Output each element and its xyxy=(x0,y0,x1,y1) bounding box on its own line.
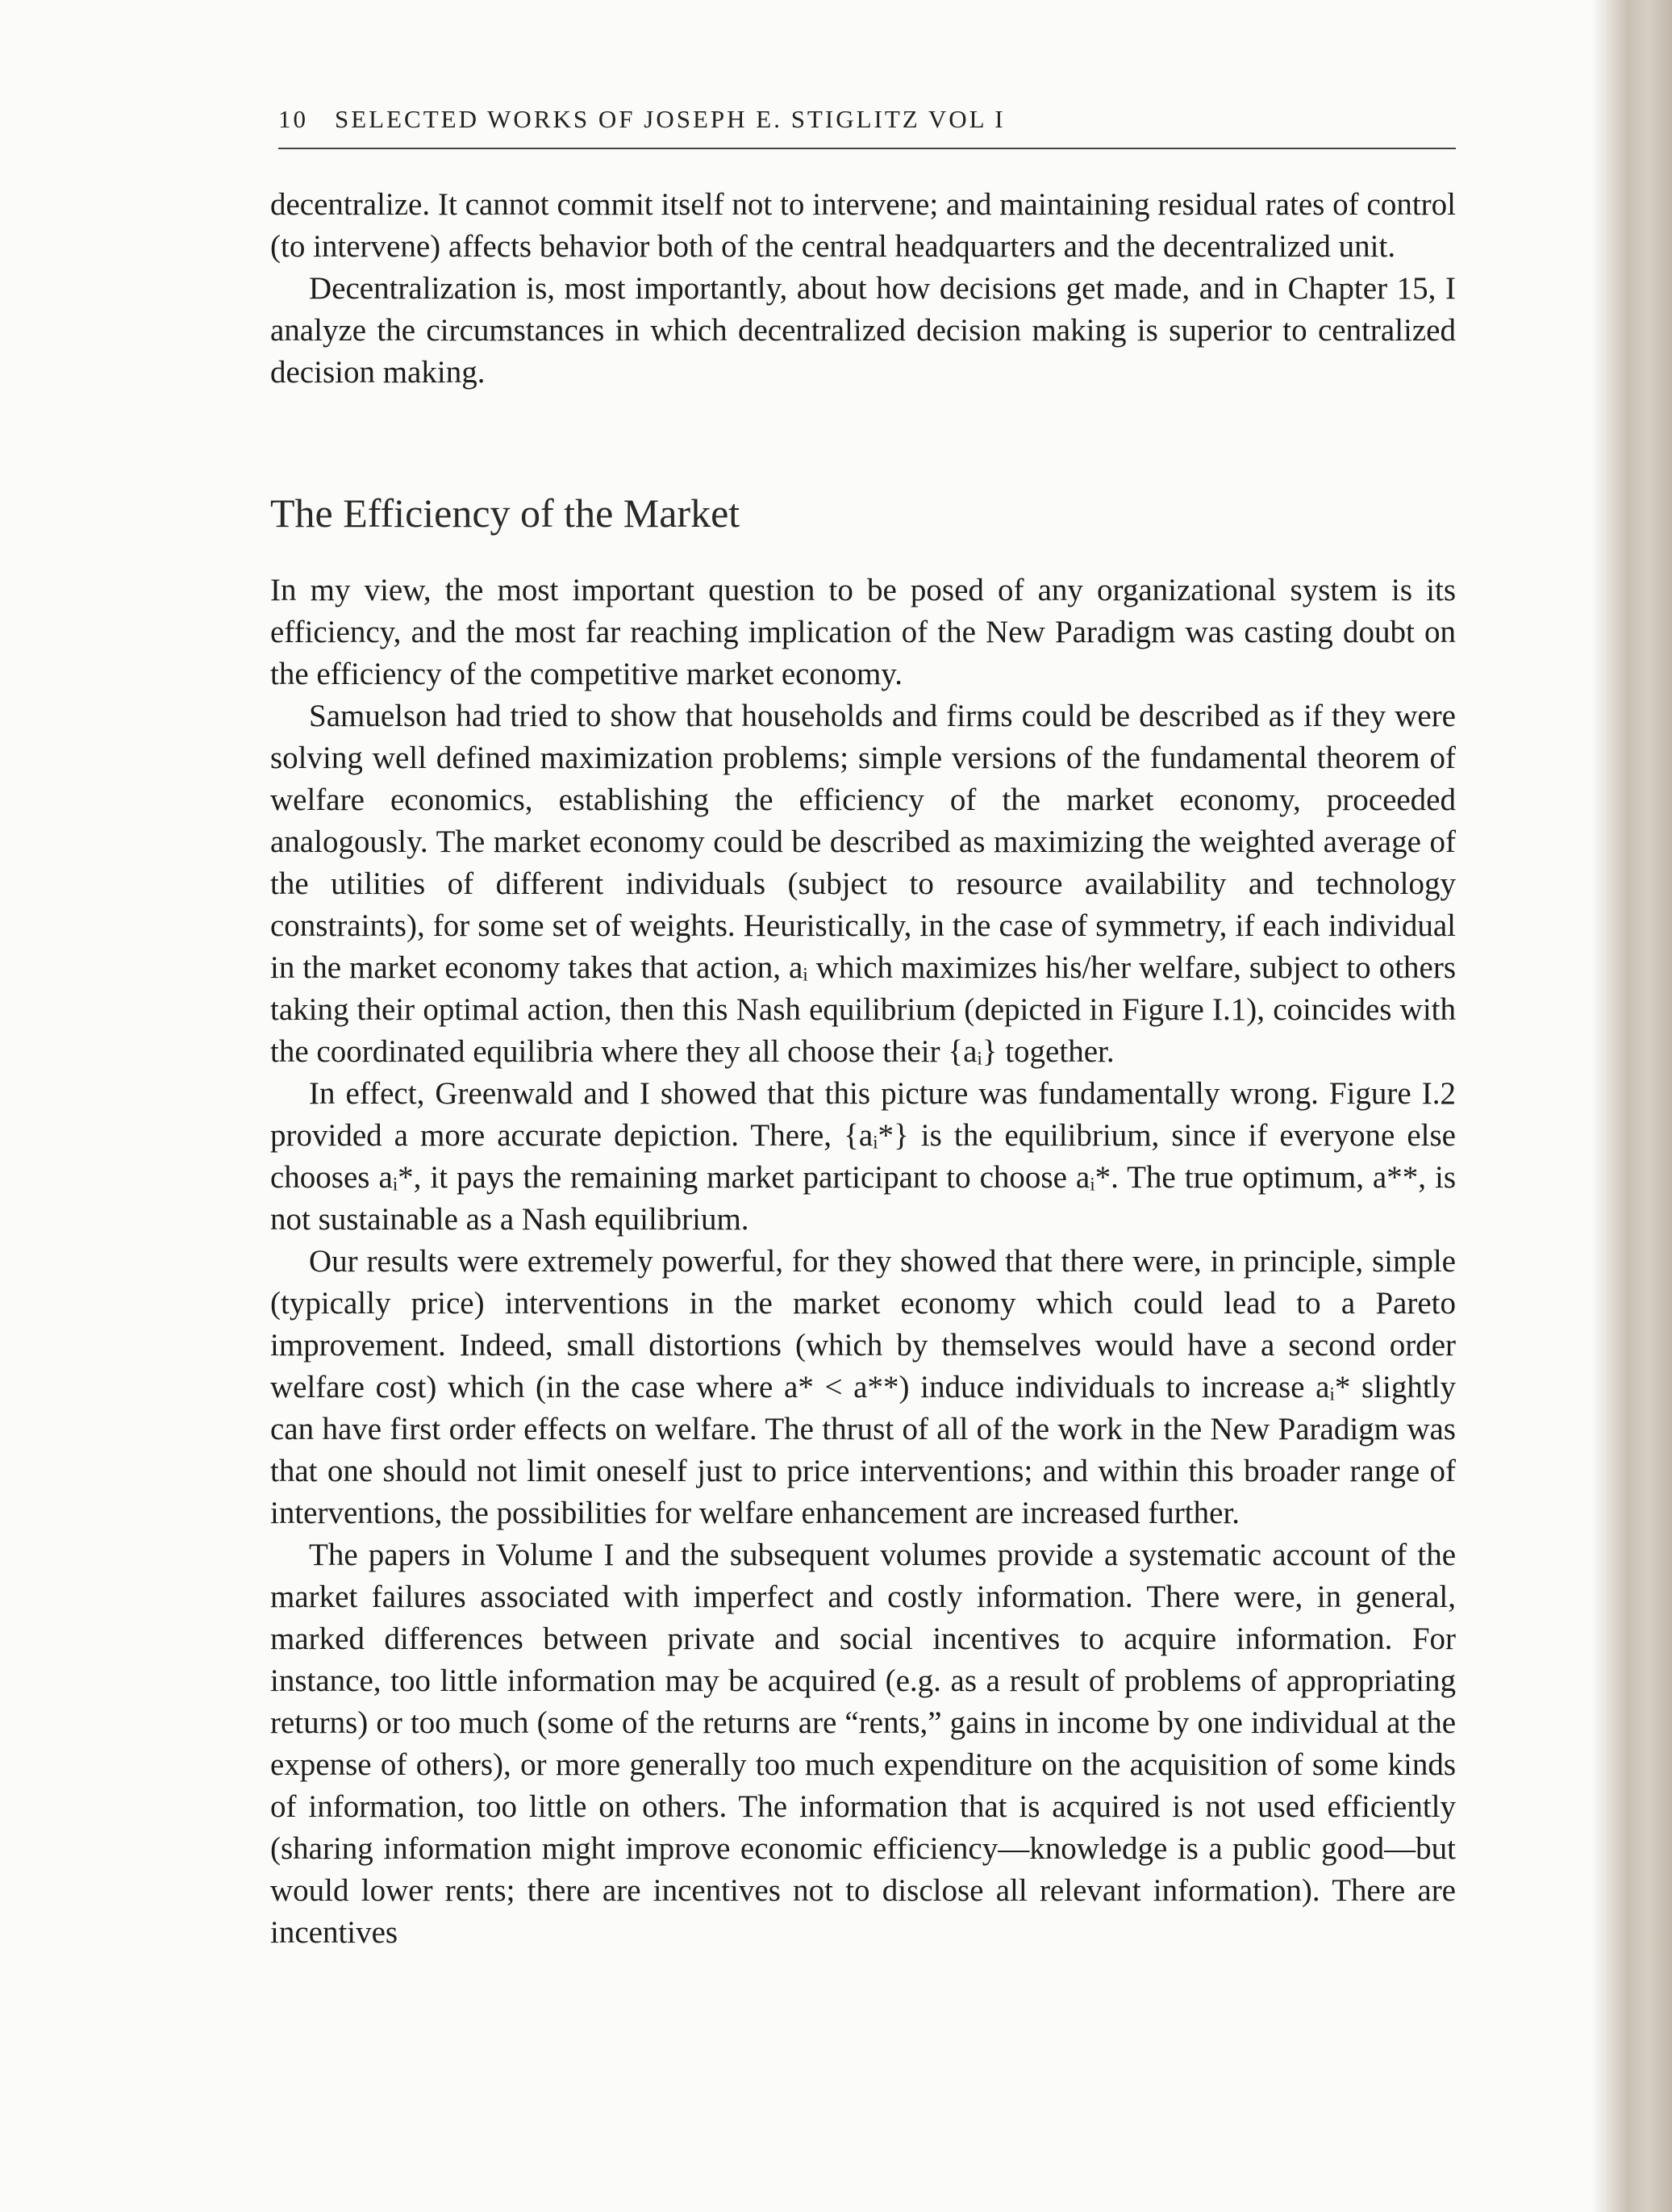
paragraph: The papers in Volume I and the subsequent volumes provide a systematic account of the market failures associated with imperfect and costly information. There were, in general, marked differences between private and social incentives to acquire information. For instance, too little information may be acquired (e.g. as a result of problems of appropriating returns) or too much (some of the returns are “rents,” gains in income by one individual at the expense of others), or more generally too much expenditure on the acquisition of some kinds of information, too little on others. The information that is acquired is not used efficiently (sharing information might improve economic efficiency—knowledge is a public good—but would lower rents; there are incentives not to disclose all relevant information). There are incentives xyxy=(270,1538,1456,1950)
running-head xyxy=(278,105,1456,134)
paragraph: Samuelson had tried to show that households and firms could be described as if they were solving well defined maximization problems; simple versions of the fundamental theorem of welfare economics, establishing the efficiency of the market economy, proceeded analogously. The market economy could be described as maximizing the weighted average of the utilities of different individuals (subject to resource availability and technology constraints), for some set of weights. Heuristically, in the case of symmetry, if each individual in the market economy takes that action, aᵢ which maximizes his/her welfare, subject to others taking their optimal action, then this Nash equilibrium (depicted in Figure I.1), coincides with the coordinated equilibria where they all choose their {aᵢ} together. xyxy=(270,699,1456,1069)
paragraph: In effect, Greenwald and I showed that this picture was fundamentally wrong. Figure I.2 provided a more accurate depiction. There, {aᵢ*} is the equilibrium, since if everyone else chooses aᵢ*, it pays the remaining market participant to choose aᵢ*. The true optimum, a**, is not sustainable as a Nash equilibrium. xyxy=(270,1076,1456,1237)
header-rule xyxy=(278,148,1456,149)
section-heading: The Efficiency of the Market xyxy=(270,490,740,536)
running-title: SELECTED WORKS OF JOSEPH E. STIGLITZ VOL I xyxy=(335,105,1006,133)
paragraph: Decentralization is, most importantly, about how decisions get made, and in Chapter 15, I analyze the circumstances in which decentralized decision making is superior to centralized decision making. xyxy=(270,271,1456,390)
book-gutter-shadow xyxy=(1591,0,1672,2212)
page-number: 10 xyxy=(278,105,308,133)
paragraph: In my view, the most important question to be posed of any organizational system is its efficiency, and the most far reaching implication of the New Paradigm was casting doubt on the efficiency of the competitive market economy. xyxy=(270,573,1456,691)
body-text xyxy=(270,184,1456,1954)
paragraph: decentralize. It cannot commit itself not to intervene; and maintaining residual rates of control (to intervene) affects behavior both of the central headquarters and the decentralized unit. xyxy=(270,187,1456,264)
paragraph: Our results were extremely powerful, for they showed that there were, in principle, simple (typically price) interventions in the market economy which could lead to a Pareto improvement. Indeed, small distortions (which by themselves would have a second order welfare cost) which (in the case where a* < a**) induce individuals to increase aᵢ* slightly can have first order effects on welfare. The thrust of all of the work in the New Paradigm was that one should not limit oneself just to price interventions; and within this broader range of interventions, the possibilities for welfare enhancement are increased further. xyxy=(270,1244,1456,1530)
